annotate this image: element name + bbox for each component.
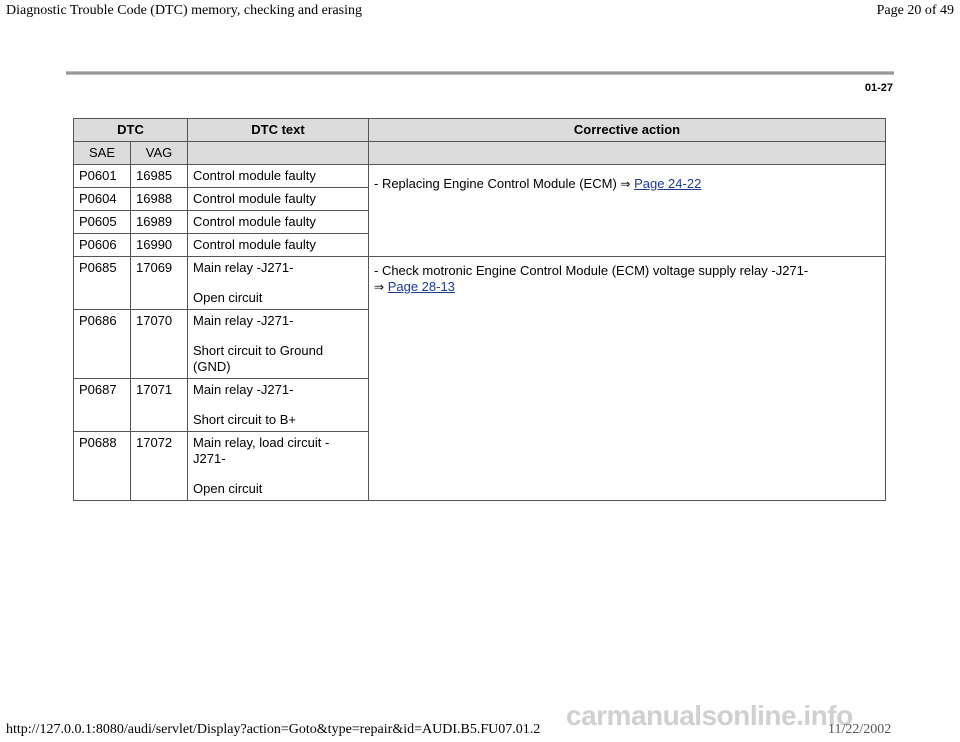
empty-header-cell [369,142,886,165]
dtc-text [188,379,369,432]
dtc-text-line: Short circuit to B+ [193,412,296,427]
dtc-text [188,257,369,310]
subheader-row [74,142,886,165]
corrective-action-cell [369,257,886,501]
dtc-text [188,310,369,379]
dtc-text: Control module faulty [188,165,369,188]
dtc-text: Control module faulty [188,211,369,234]
dtc-text [188,432,369,501]
vag-code: 17069 [131,257,188,310]
dtc-text-header: DTC text [188,119,369,142]
corrective-action-text: - Replacing Engine Control Module (ECM) [374,176,621,191]
vag-code: 16990 [131,234,188,257]
sae-code: P0688 [74,432,131,501]
corrective-action-cell [369,165,886,257]
watermark-logo: carmanualsonline.info [566,700,853,731]
page-link[interactable]: Page 24-22 [634,176,702,191]
section-page-number: 01-27 [864,82,893,94]
sae-code: P0604 [74,188,131,211]
dtc-header: DTC [74,119,188,142]
dtc-table [73,118,886,501]
dtc-text: Control module faulty [188,188,369,211]
arrow-right-icon: ⇒ [620,177,631,191]
dtc-text-line: Main relay -J271- [193,260,294,275]
sae-code: P0606 [74,234,131,257]
sae-code: P0687 [74,379,131,432]
footer-url: http://127.0.0.1:8080/audi/servlet/Display?action=Goto&type=repair&id=AUDI.B5.FU07.01.2 [6,722,541,737]
sae-header: SAE [74,142,131,165]
header-rule [66,71,894,75]
vag-code: 17072 [131,432,188,501]
sae-code: P0685 [74,257,131,310]
vag-code: 16985 [131,165,188,188]
corrective-action-text: - Check motronic Engine Control Module (ECM) voltage supply relay -J271- [374,263,809,278]
sae-code: P0605 [74,211,131,234]
document-title: Diagnostic Trouble Code (DTC) memory, checking and erasing [6,3,363,18]
table-row [74,257,886,310]
page-link[interactable]: Page 28-13 [387,279,455,294]
header-row [74,119,886,142]
vag-code: 17070 [131,310,188,379]
dtc-text-line: Open circuit [193,481,263,496]
sae-code: P0686 [74,310,131,379]
empty-header-cell [188,142,369,165]
corrective-action-header: Corrective action [369,119,886,142]
vag-header: VAG [131,142,188,165]
vag-code: 17071 [131,379,188,432]
page-indicator: Page 20 of 49 [876,3,954,18]
dtc-text-line: Main relay -J271- [193,382,294,397]
sae-code: P0601 [74,165,131,188]
table-row [74,165,886,188]
dtc-text-line: Short circuit to Ground (GND) [193,343,324,374]
dtc-text-line: Open circuit [193,290,263,305]
vag-code: 16988 [131,188,188,211]
dtc-text: Control module faulty [188,234,369,257]
dtc-text-line: Main relay, load circuit - J271- [193,435,330,466]
footer-date: 11/22/2002 [828,722,892,737]
vag-code: 16989 [131,211,188,234]
dtc-text-line: Main relay -J271- [193,313,294,328]
arrow-right-icon: ⇒ [374,280,385,294]
